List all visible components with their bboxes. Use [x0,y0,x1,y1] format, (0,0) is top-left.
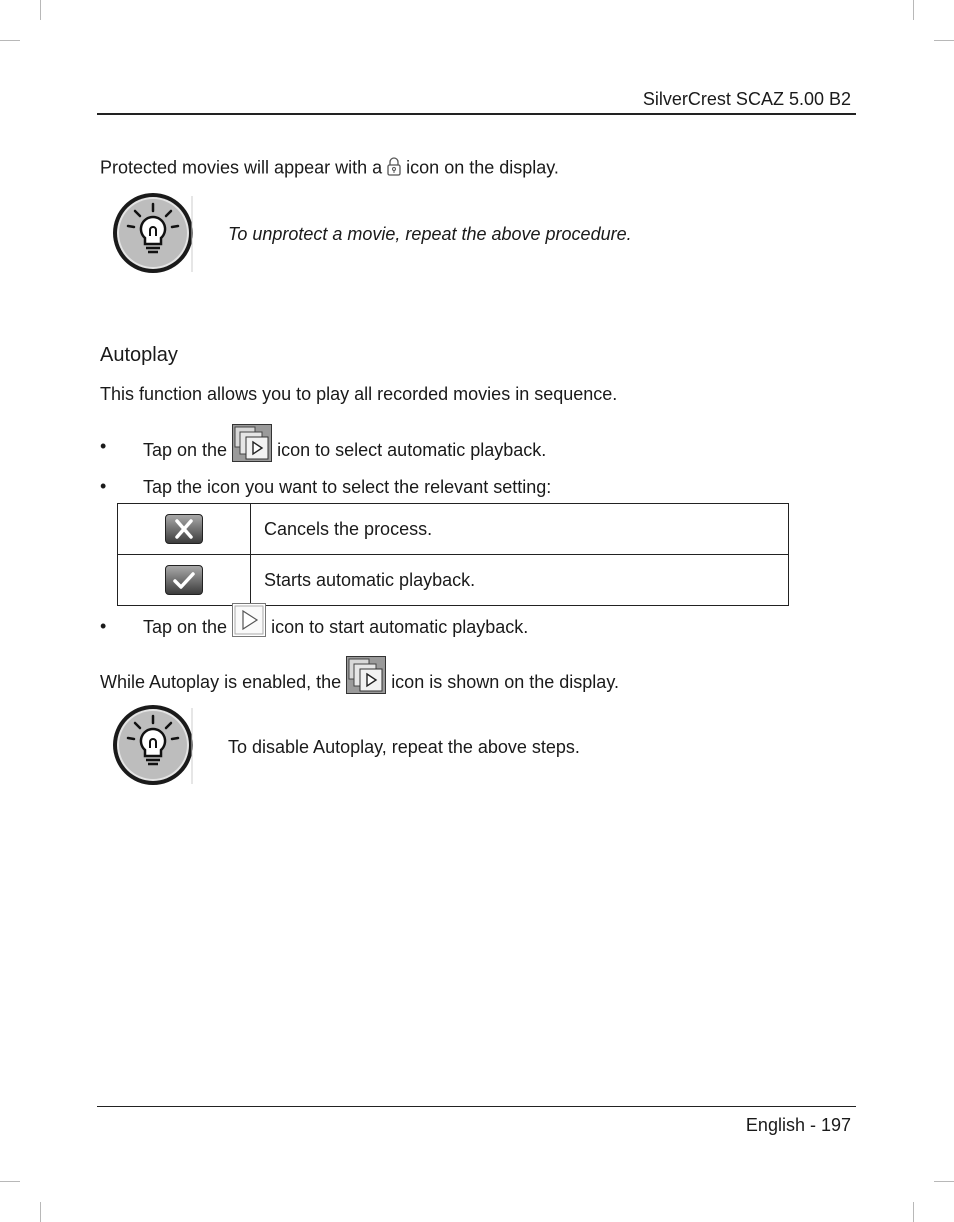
bullet: • [100,436,107,456]
autoplay-icon [346,656,386,710]
lock-icon [387,156,401,181]
intro-paragraph [100,156,559,181]
step-1 [143,424,546,468]
header-title: SilverCrest SCAZ 5.00 B2 [642,89,851,109]
table-row [118,504,789,555]
page-number: English - 197 [745,1115,851,1135]
crop-mark [934,40,954,41]
lightbulb-icon [110,192,196,283]
section-heading: Autoplay [100,344,178,366]
step-2: Tap the icon you want to select the relevant setting: [143,477,552,497]
table-cell [118,555,251,606]
tip-text: To disable Autoplay, repeat the above steps. [228,737,580,757]
step-3 [143,603,528,647]
confirm-check-icon [165,565,203,595]
status-text-before: While Autoplay is enabled, the [100,671,342,692]
autoplay-icon [232,424,272,478]
lightbulb-icon [110,704,196,795]
crop-mark [913,1202,914,1222]
crop-mark [0,40,20,41]
options-table [117,503,789,606]
crop-mark [40,0,41,20]
tip-text: To unprotect a movie, repeat the above procedure. [228,224,632,244]
crop-mark [913,0,914,20]
crop-mark [40,1202,41,1222]
status-paragraph [100,656,619,700]
bullet: • [100,476,107,496]
status-text-after: icon is shown on the display. [391,671,619,692]
table-cell [118,504,251,555]
step-1-text-after: icon to select automatic playback. [277,439,547,460]
crop-mark [934,1181,954,1182]
intro-text-after: icon on the display. [406,157,559,178]
table-row [118,555,789,606]
step-3-text-before: Tap on the [143,616,228,637]
intro-text-before: Protected movies will appear with a [100,157,383,178]
step-3-text-after: icon to start automatic playback. [271,616,529,637]
option-text: Starts automatic playback. [251,555,789,606]
play-icon [232,603,266,653]
cancel-x-icon [165,514,203,544]
option-text: Cancels the process. [251,504,789,555]
step-1-text-before: Tap on the [143,439,228,460]
bullet: • [100,616,107,636]
footer-rule [97,1106,856,1107]
header-rule [97,113,856,115]
section-description: This function allows you to play all recorded movies in sequence. [100,384,618,404]
crop-mark [0,1181,20,1182]
